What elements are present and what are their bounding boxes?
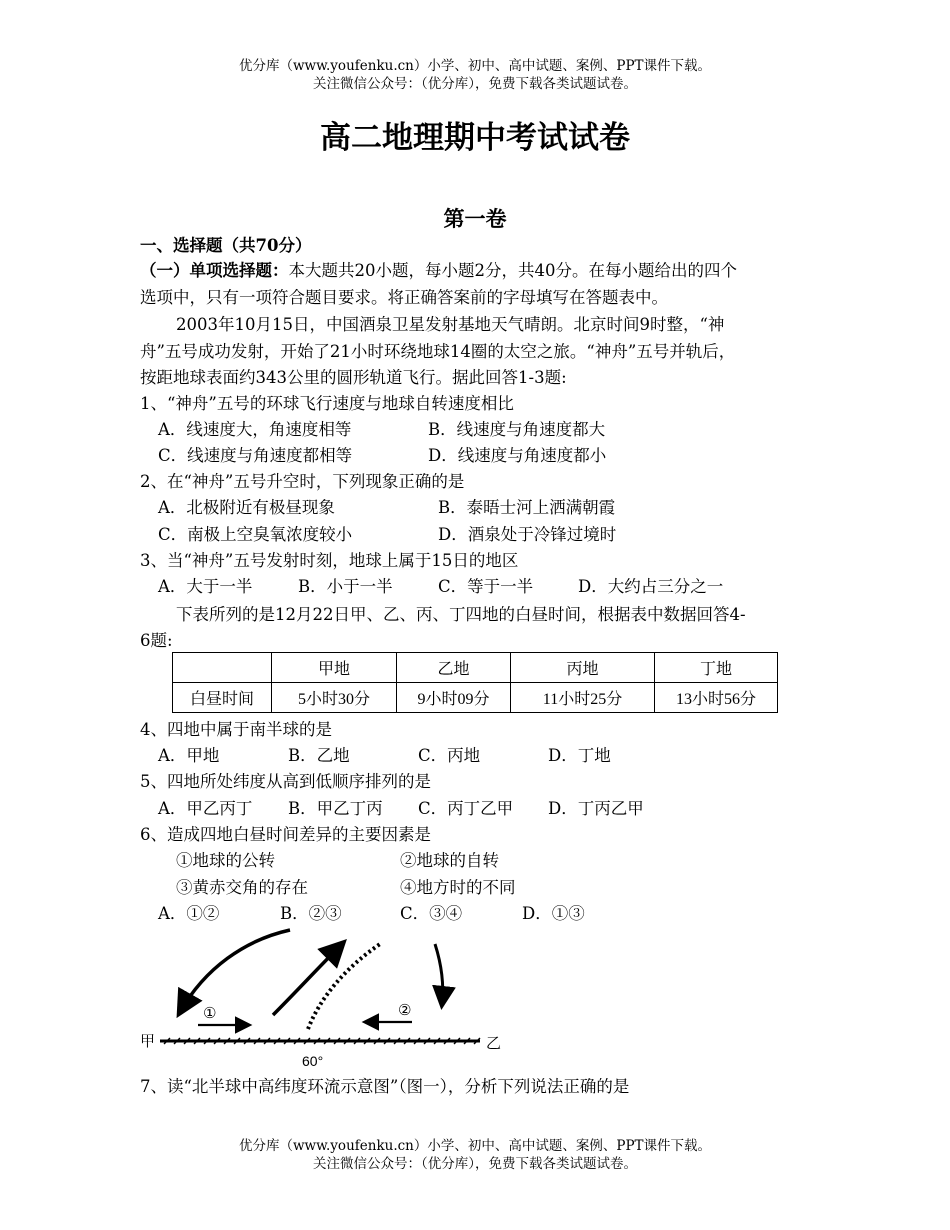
q6-factor-1: ①地球的公转 bbox=[176, 851, 275, 870]
table-header-cell: 乙地 bbox=[397, 653, 511, 683]
header-line-2: 关注微信公众号：（优分库），免费下载各类试题试卷。 bbox=[313, 76, 637, 92]
q3-option-a: A．大于一半 bbox=[158, 577, 253, 596]
table-header-row bbox=[173, 653, 778, 683]
table-header-cell: 甲地 bbox=[272, 653, 397, 683]
q1-option-c: C．线速度与角速度都相等 bbox=[158, 446, 353, 465]
q5-option-c: C．丙丁乙甲 bbox=[418, 799, 514, 818]
q2-option-c: C．南极上空臭氧浓度较小 bbox=[158, 525, 353, 544]
q4-option-b: B．乙地 bbox=[288, 746, 350, 765]
q3-option-b: B．小于一半 bbox=[298, 577, 393, 596]
polar-front-line bbox=[308, 944, 380, 1029]
q6-option-b: B．②③ bbox=[280, 904, 342, 923]
table-cell: 13小时56分 bbox=[655, 683, 778, 713]
q2-option-a: A．北极附近有极昼现象 bbox=[158, 498, 335, 517]
q3-option-d: D．大约占三分之一 bbox=[578, 577, 724, 596]
q6-option-a: A．①② bbox=[158, 904, 220, 923]
q2-stem: 2、在“神舟”五号升空时，下列现象正确的是 bbox=[140, 472, 465, 491]
q5-option-b: B．甲乙丁丙 bbox=[288, 799, 383, 818]
header-line-1: 优分库（www.youfenku.cn）小学、初中、高中试题、案例、PPT课件下载。 bbox=[238, 58, 712, 74]
table-header-cell: 丙地 bbox=[511, 653, 655, 683]
arrow-2-label: ② bbox=[398, 1001, 412, 1019]
passage1-line-1: 2003年10月15日，中国酒泉卫星发射基地天气晴朗。北京时间9时整，“神 bbox=[176, 315, 725, 334]
subsection-intro bbox=[140, 257, 737, 284]
latitude-label: 60° bbox=[302, 1053, 324, 1069]
table-row-label: 白昼时间 bbox=[173, 683, 272, 713]
footer-line-1: 优分库（www.youfenku.cn）小学、初中、高中试题、案例、PPT课件下载。 bbox=[238, 1138, 712, 1154]
volume-title: 第一卷 bbox=[443, 206, 507, 231]
passage1-line-2: 舟”五号成功发射，开始了21小时环绕地球14圈的太空之旅。“神舟”五号并轨后， bbox=[140, 342, 736, 361]
table-header-cell: 丁地 bbox=[655, 653, 778, 683]
circulation-diagram bbox=[130, 918, 520, 1078]
daylight-table bbox=[172, 652, 778, 713]
q3-option-c: C．等于一半 bbox=[438, 577, 534, 596]
rising-airflow-arrow bbox=[273, 944, 342, 1015]
passage1-line-3: 按距地球表面约343公里的圆形轨道飞行。据此回答1-3题: bbox=[140, 368, 567, 387]
label-yi: 乙 bbox=[486, 1034, 502, 1052]
table-header-cell bbox=[173, 653, 272, 683]
q1-option-a: A．线速度大，角速度相等 bbox=[158, 420, 352, 439]
table-row bbox=[173, 683, 778, 713]
q5-stem: 5、四地所处纬度从高到低顺序排列的是 bbox=[140, 772, 431, 791]
subsection-label: （一）单项选择题： bbox=[140, 261, 289, 280]
q3-stem: 3、当“神舟”五号发射时刻，地球上属于15日的地区 bbox=[140, 551, 519, 570]
q6-option-d: D．①③ bbox=[522, 904, 585, 923]
table-cell: 5小时30分 bbox=[272, 683, 397, 713]
passage2-line-1: 下表所列的是12月22日甲、乙、丙、丁四地的白昼时间，根据表中数据回答4- bbox=[176, 605, 746, 624]
q7-stem: 7、读“北半球中高纬度环流示意图”（图一），分析下列说法正确的是 bbox=[140, 1077, 630, 1096]
table-cell: 11小时25分 bbox=[511, 683, 655, 713]
q6-factor-3: ③黄赤交角的存在 bbox=[176, 878, 308, 897]
q5-option-d: D．丁丙乙甲 bbox=[548, 799, 644, 818]
arrow-1-label: ① bbox=[203, 1004, 217, 1022]
q6-option-c: C．③④ bbox=[400, 904, 463, 923]
label-jia: 甲 bbox=[140, 1032, 156, 1050]
q4-stem: 4、四地中属于南半球的是 bbox=[140, 720, 332, 739]
q2-option-b: B．泰晤士河上洒满朝霞 bbox=[438, 498, 616, 517]
q1-option-b: B．线速度与角速度都大 bbox=[428, 420, 606, 439]
q4-option-a: A．甲地 bbox=[158, 746, 220, 765]
passage2-line-2: 6题: bbox=[140, 631, 173, 650]
right-descending-arrow bbox=[435, 944, 443, 1004]
subsection-text: 本大题共20小题，每小题2分，共40分。在每小题给出的四个 bbox=[288, 261, 737, 280]
q6-factor-4: ④地方时的不同 bbox=[400, 878, 516, 897]
q6-factor-2: ②地球的自转 bbox=[400, 851, 499, 870]
q4-option-d: D．丁地 bbox=[548, 746, 611, 765]
descending-airflow-arrow bbox=[180, 930, 290, 1012]
q5-option-a: A．甲乙丙丁 bbox=[158, 799, 253, 818]
q6-stem: 6、造成四地白昼时间差异的主要因素是 bbox=[140, 825, 431, 844]
subsection-text-2: 选项中，只有一项符合题目要求。将正确答案前的字母填写在答题表中。 bbox=[140, 288, 668, 307]
q1-option-d: D．线速度与角速度都小 bbox=[428, 446, 607, 465]
page-title: 高二地理期中考试试卷 bbox=[320, 120, 630, 156]
q4-option-c: C．丙地 bbox=[418, 746, 481, 765]
footer-line-2: 关注微信公众号：（优分库），免费下载各类试题试卷。 bbox=[313, 1156, 637, 1172]
table-cell: 9小时09分 bbox=[397, 683, 511, 713]
section-heading: 一、选择题（共70分） bbox=[140, 236, 312, 255]
q1-stem: 1、“神舟”五号的环球飞行速度与地球自转速度相比 bbox=[140, 394, 514, 413]
q2-option-d: D．酒泉处于冷锋过境时 bbox=[438, 525, 617, 544]
